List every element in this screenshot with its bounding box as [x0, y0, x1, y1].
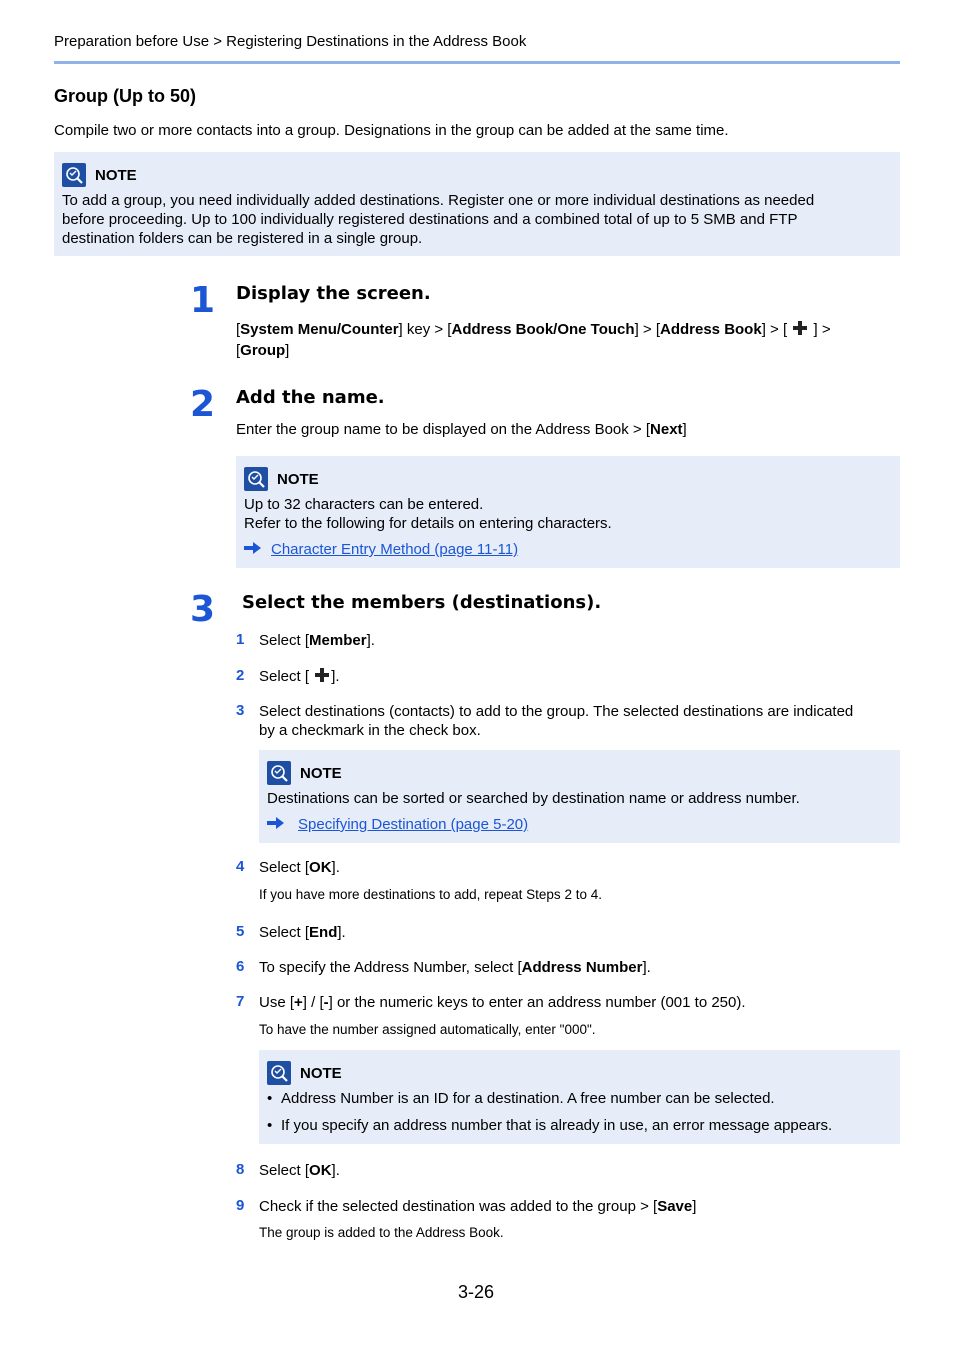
- link-specifying-destination[interactable]: Specifying Destination (page 5-20): [298, 816, 529, 833]
- note-box-address-number: [259, 1050, 900, 1144]
- section-intro: Compile two or more contacts into a group. Designations in the group can be added at the same time.: [54, 122, 729, 139]
- substep-7-note: To have the number assigned automatically, enter "000".: [259, 1022, 596, 1037]
- link-row: [244, 541, 892, 558]
- note-text: Destinations can be sorted or searched by destination name or address number.: [267, 790, 800, 807]
- substep-5-text: Select [End].: [259, 924, 346, 941]
- note-header: [267, 1061, 892, 1085]
- substep-2-text: Select [ ].: [259, 667, 340, 688]
- note-bullet-item: • Address Number is an ID for a destination. A free number can be selected.: [267, 1090, 775, 1107]
- step-number-3: 3: [190, 589, 216, 630]
- note-icon: [62, 163, 86, 187]
- note-label: NOTE: [277, 470, 319, 488]
- substep-8-text: Select [OK].: [259, 1162, 340, 1179]
- note-icon: [244, 467, 268, 491]
- note-box-sort-search: [259, 750, 900, 843]
- note-box-group-requirements: [54, 152, 900, 256]
- substep-number-7: 7: [236, 993, 245, 1010]
- step-title-2: Add the name.: [236, 387, 385, 408]
- note-header: [244, 467, 892, 491]
- plus-icon: [313, 667, 331, 688]
- link-row: [267, 816, 892, 833]
- note-label: NOTE: [300, 764, 342, 782]
- arrow-right-icon: [267, 816, 284, 833]
- note-icon: [267, 761, 291, 785]
- step-1-instruction: [System Menu/Counter] key > [Address Book/One Touch] > [Address Book] > [ ] > [Group]: [236, 321, 831, 359]
- step-title-1: Display the screen.: [236, 283, 431, 304]
- step-title-3: Select the members (destinations).: [242, 592, 602, 613]
- section-title: Group (Up to 50): [54, 86, 196, 106]
- substep-number-3: 3: [236, 702, 245, 719]
- page-number: 3-26: [458, 1282, 495, 1302]
- arrow-right-icon: [244, 541, 261, 558]
- note-box-character-entry: [236, 456, 900, 568]
- substep-4-text: Select [OK].: [259, 859, 340, 876]
- header-rule: [54, 61, 900, 64]
- substep-9-text: Check if the selected destination was added to the group > [Save]: [259, 1198, 697, 1215]
- substep-1-text: Select [Member].: [259, 632, 375, 649]
- note-text: To add a group, you need individually added destinations. Register one or more individual destinations as needed before proceeding. Up to 100 individually registered destinations and a combined total of up to 5 SMB and FTP destination folders can be registered in a single group.: [62, 192, 815, 247]
- substep-7-text: Use [+] / [-] or the numeric keys to enter an address number (001 to 250).: [259, 994, 746, 1011]
- note-header: [62, 163, 892, 187]
- substep-number-4: 4: [236, 858, 245, 875]
- note-bullet-item: • If you specify an address number that is already in use, an error message appears.: [267, 1117, 833, 1134]
- substep-number-8: 8: [236, 1161, 245, 1178]
- substep-3-text: Select destinations (contacts) to add to the group. The selected destinations are indicated by a checkmark in the check box.: [259, 703, 854, 739]
- substep-6-text: To specify the Address Number, select [Address Number].: [259, 959, 651, 976]
- substep-number-6: 6: [236, 958, 245, 975]
- step-2-instruction: Enter the group name to be displayed on the Address Book > [Next]: [236, 421, 687, 438]
- substep-4-note: If you have more destinations to add, repeat Steps 2 to 4.: [259, 887, 602, 902]
- step-number-2: 2: [190, 384, 216, 425]
- substep-number-5: 5: [236, 923, 245, 940]
- link-character-entry-method[interactable]: Character Entry Method (page 11-11): [271, 541, 519, 558]
- step-number-1: 1: [190, 280, 216, 321]
- note-label: NOTE: [95, 166, 137, 184]
- breadcrumb: Preparation before Use > Registering Destinations in the Address Book: [54, 33, 527, 50]
- substep-9-note: The group is added to the Address Book.: [259, 1225, 504, 1240]
- substep-number-2: 2: [236, 667, 245, 684]
- substep-number-1: 1: [236, 631, 245, 648]
- plus-icon: [791, 320, 809, 341]
- note-text: Up to 32 characters can be entered. Refer to the following for details on entering characters.: [244, 496, 612, 532]
- note-header: [267, 761, 892, 785]
- note-icon: [267, 1061, 291, 1085]
- note-label: NOTE: [300, 1064, 342, 1082]
- substep-number-9: 9: [236, 1197, 245, 1214]
